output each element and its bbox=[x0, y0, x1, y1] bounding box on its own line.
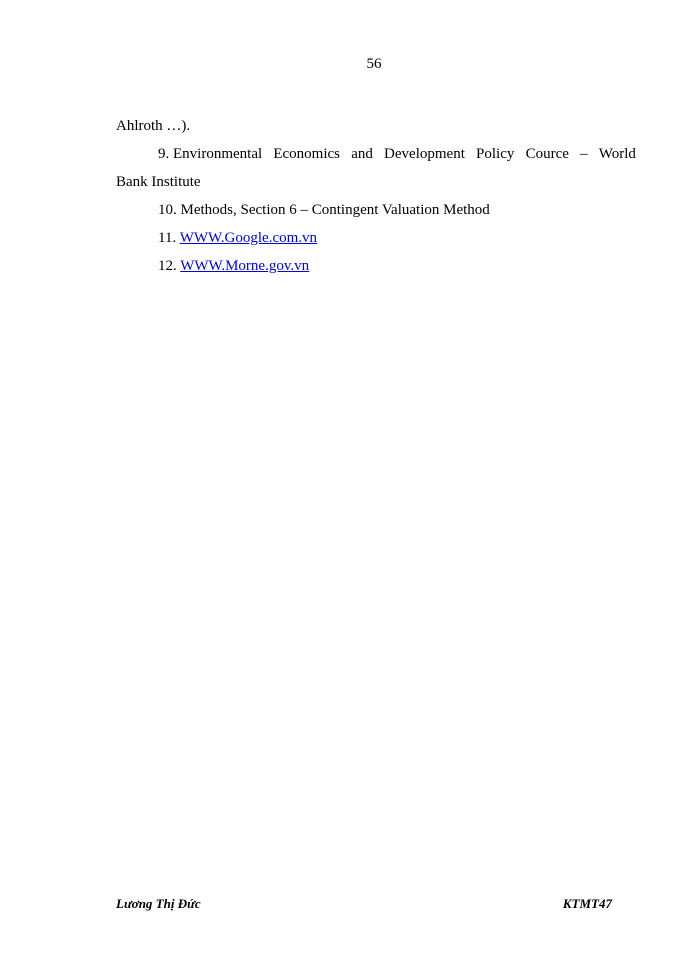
reference-10-text: Methods, Section 6 – Contingent Valuation Method bbox=[180, 202, 490, 218]
morne-link[interactable]: WWW.Morne.gov.vn bbox=[180, 258, 310, 274]
reference-9-word: Environmental bbox=[173, 146, 263, 162]
reference-9-word: and bbox=[351, 146, 373, 162]
reference-9-number: 9. bbox=[158, 146, 170, 162]
references-list bbox=[116, 112, 636, 280]
footer-class-code: KTMT47 bbox=[562, 896, 612, 911]
reference-12-number: 12. bbox=[158, 258, 177, 274]
reference-9-continued: Bank Institute bbox=[116, 174, 201, 190]
reference-9-word: Policy bbox=[476, 146, 515, 162]
footer-author: Lương Thị Đức bbox=[116, 896, 201, 911]
reference-11 bbox=[116, 224, 636, 252]
reference-12 bbox=[116, 252, 636, 280]
reference-9-word: World bbox=[598, 146, 636, 162]
page-number: 56 bbox=[366, 56, 382, 72]
reference-11-number: 11. bbox=[158, 230, 177, 246]
reference-9-word: – bbox=[580, 146, 588, 162]
reference-9-word: Economics bbox=[273, 146, 340, 162]
reference-10 bbox=[116, 196, 636, 224]
reference-9-word: Cource bbox=[525, 146, 569, 162]
reference-9-word: Development bbox=[384, 146, 465, 162]
page-footer bbox=[116, 896, 612, 912]
google-link[interactable]: WWW.Google.com.vn bbox=[179, 230, 318, 246]
reference-9-first-line bbox=[116, 140, 636, 168]
reference-9-number-and-first-word bbox=[158, 140, 262, 168]
reference-continuation: Ahlroth …). bbox=[116, 118, 191, 134]
reference-10-number: 10. bbox=[158, 202, 177, 218]
